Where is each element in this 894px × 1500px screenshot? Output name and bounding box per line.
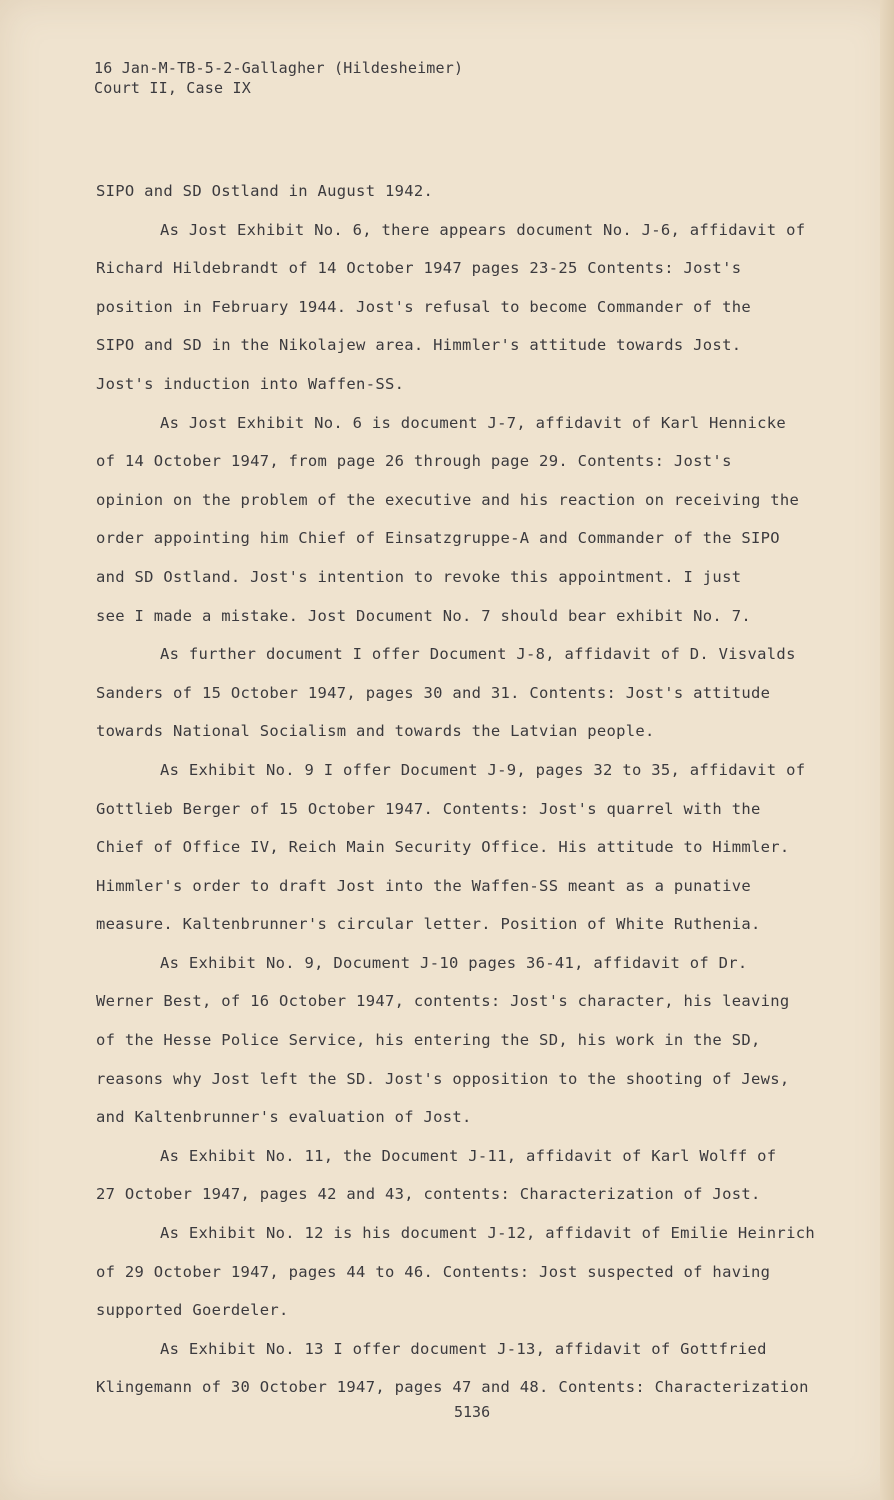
transcript-line: As Exhibit No. 9, Document J-10 pages 36-41, affidavit of Dr.	[160, 953, 748, 972]
transcript-line: As Exhibit No. 12 is his document J-12, affidavit of Emilie Heinrich	[160, 1224, 815, 1243]
transcript-line: order appointing him Chief of Einsatzgruppe-A and Commander of the SIPO	[96, 529, 780, 548]
transcript-line: Sanders of 15 October 1947, pages 30 and 31. Contents: Jost's attitude	[96, 683, 771, 702]
page-number: 5136	[454, 1403, 491, 1421]
transcript-line: Gottlieb Berger of 15 October 1947. Contents: Jost's quarrel with the	[96, 799, 761, 818]
transcript-line: opinion on the problem of the executive and his reaction on receiving the	[96, 490, 800, 509]
transcript-line: see I made a mistake. Jost Document No. 7 should bear exhibit No. 7.	[96, 606, 751, 625]
page-edge	[880, 0, 894, 1500]
transcript-line: Richard Hildebrandt of 14 October 1947 pages 23-25 Contents: Jost's	[96, 259, 742, 278]
transcript-line: As Exhibit No. 11, the Document J-11, affidavit of Karl Wolff of	[160, 1146, 777, 1165]
transcript-line: of the Hesse Police Service, his entering the SD, his work in the SD,	[96, 1031, 761, 1050]
transcript-line: Werner Best, of 16 October 1947, contents: Jost's character, his leaving	[96, 992, 790, 1011]
transcript-line: towards National Socialism and towards the Latvian people.	[96, 722, 655, 741]
transcript-line: and Kaltenbrunner's evaluation of Jost.	[96, 1108, 472, 1127]
transcript-line: As Jost Exhibit No. 6, there appears document No. J-6, affidavit of	[160, 220, 806, 239]
transcript-line: SIPO and SD Ostland in August 1942.	[96, 182, 434, 200]
transcript-line: As further document I offer Document J-8, affidavit of D. Visvalds	[160, 645, 796, 664]
header-case-reference: 16 Jan-M-TB-5-2-Gallagher (Hildesheimer)	[94, 59, 464, 77]
transcript-line: measure. Kaltenbrunner's circular letter. Position of White Ruthenia.	[96, 915, 761, 934]
document-header	[94, 58, 463, 98]
header-court: Court II, Case IX	[94, 79, 251, 97]
transcript-line: Chief of Office IV, Reich Main Security Office. His attitude to Himmler.	[96, 838, 790, 857]
transcript-line: position in February 1944. Jost's refusal to become Commander of the	[96, 297, 751, 316]
transcript-line: 27 October 1947, pages 42 and 43, contents: Characterization of Jost.	[96, 1185, 761, 1204]
transcript-line: Himmler's order to draft Jost into the Waffen-SS meant as a punative	[96, 876, 751, 895]
transcript-line: of 14 October 1947, from page 26 through page 29. Contents: Jost's	[96, 452, 732, 471]
transcript-line: of 29 October 1947, pages 44 to 46. Contents: Jost suspected of having	[96, 1262, 771, 1281]
transcript-line: As Jost Exhibit No. 6 is document J-7, affidavit of Karl Hennicke	[160, 413, 787, 432]
document-body	[96, 172, 816, 1407]
transcript-line: As Exhibit No. 9 I offer Document J-9, pages 32 to 35, affidavit of	[160, 760, 806, 779]
transcript-line: Jost's induction into Waffen-SS.	[96, 374, 405, 393]
transcript-line: SIPO and SD in the Nikolajew area. Himmler's attitude towards Jost.	[96, 336, 742, 355]
transcript-line: Klingemann of 30 October 1947, pages 47 and 48. Contents: Characterization	[96, 1378, 809, 1397]
transcript-line: and SD Ostland. Jost's intention to revoke this appointment. I just	[96, 567, 742, 586]
transcript-line: As Exhibit No. 13 I offer document J-13, affidavit of Gottfried	[160, 1339, 767, 1358]
transcript-line: reasons why Jost left the SD. Jost's opposition to the shooting of Jews,	[96, 1069, 790, 1088]
transcript-line: supported Goerdeler.	[96, 1301, 289, 1320]
